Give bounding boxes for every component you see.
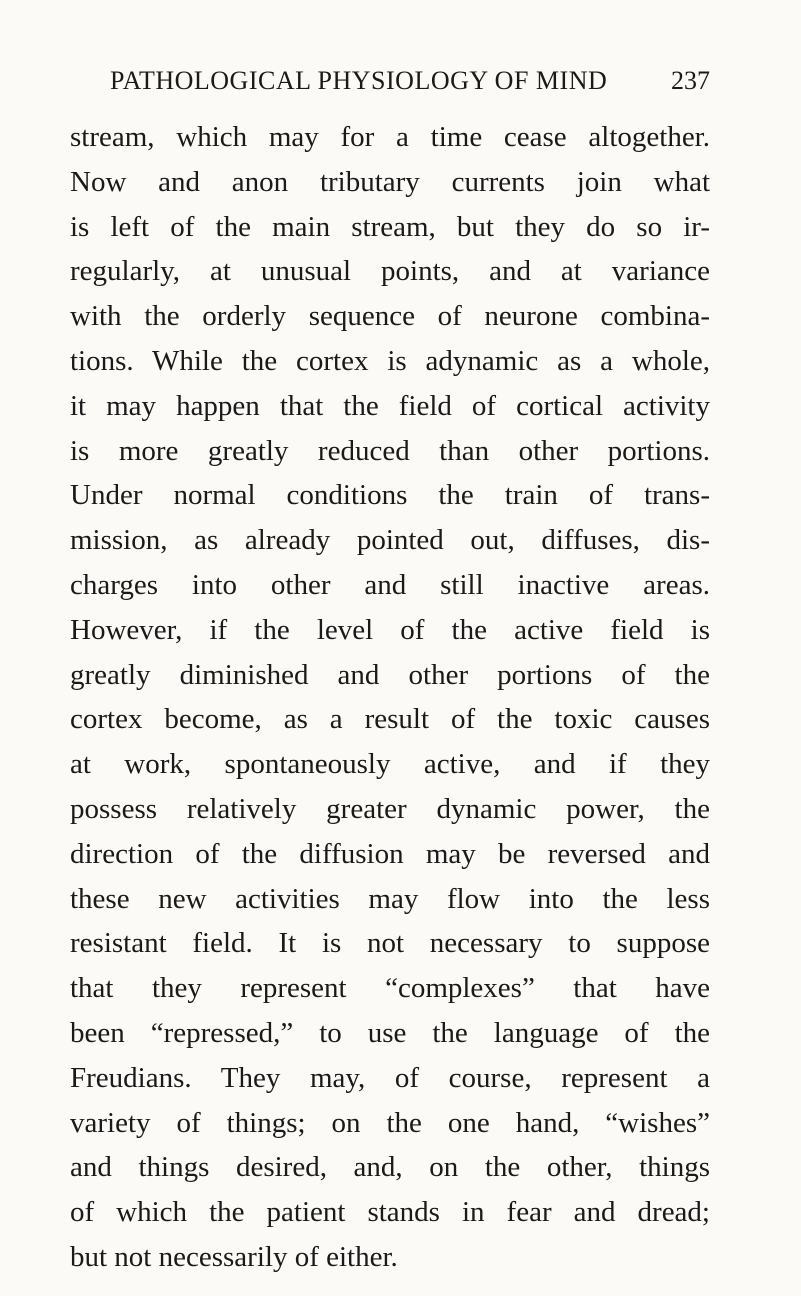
text-line: at work, spontaneously active, and if they <box>70 748 710 781</box>
text-line: Freudians. They may, of course, represent a <box>70 1061 710 1094</box>
text-line: direction of the diffusion may be reversed and <box>70 837 710 870</box>
text-line: tions. While the cortex is adynamic as a whole, <box>70 344 710 377</box>
text-line: that they represent “complexes” that have <box>70 972 710 1005</box>
text-line: been “repressed,” to use the language of the <box>70 1016 710 1049</box>
text-line: is more greatly reduced than other portions. <box>70 434 710 467</box>
body-paragraph <box>70 115 710 1280</box>
page-number: 237 <box>671 66 710 95</box>
text-line: Now and anon tributary currents join what <box>70 165 710 198</box>
text-line: regularly, at unusual points, and at variance <box>70 255 710 288</box>
text-line: variety of things; on the one hand, “wishes” <box>70 1106 710 1139</box>
text-line: However, if the level of the active field is <box>70 613 710 646</box>
text-line: stream, which may for a time cease altogether. <box>70 121 710 153</box>
text-line: it may happen that the field of cortical activity <box>70 389 710 422</box>
text-line: cortex become, as a result of the toxic causes <box>70 703 710 736</box>
text-line: mission, as already pointed out, diffuses, dis- <box>70 524 710 557</box>
text-line: Under normal conditions the train of trans- <box>70 479 710 512</box>
text-line: possess relatively greater dynamic power, the <box>70 792 710 825</box>
text-line: and things desired, and, on the other, things <box>70 1151 710 1184</box>
text-line-last: but not necessarily of either. <box>70 1240 398 1273</box>
text-line: resistant field. It is not necessary to suppose <box>70 927 710 960</box>
text-line: of which the patient stands in fear and dread; <box>70 1196 710 1229</box>
running-title: PATHOLOGICAL PHYSIOLOGY OF MIND <box>110 66 608 95</box>
text-line: these new activities may flow into the less <box>70 882 710 915</box>
text-line: with the orderly sequence of neurone combina- <box>70 300 710 333</box>
running-head <box>110 66 710 100</box>
text-line: is left of the main stream, but they do so ir- <box>70 210 710 243</box>
text-line: greatly diminished and other portions of the <box>70 658 710 691</box>
text-line: charges into other and still inactive areas. <box>70 568 710 601</box>
